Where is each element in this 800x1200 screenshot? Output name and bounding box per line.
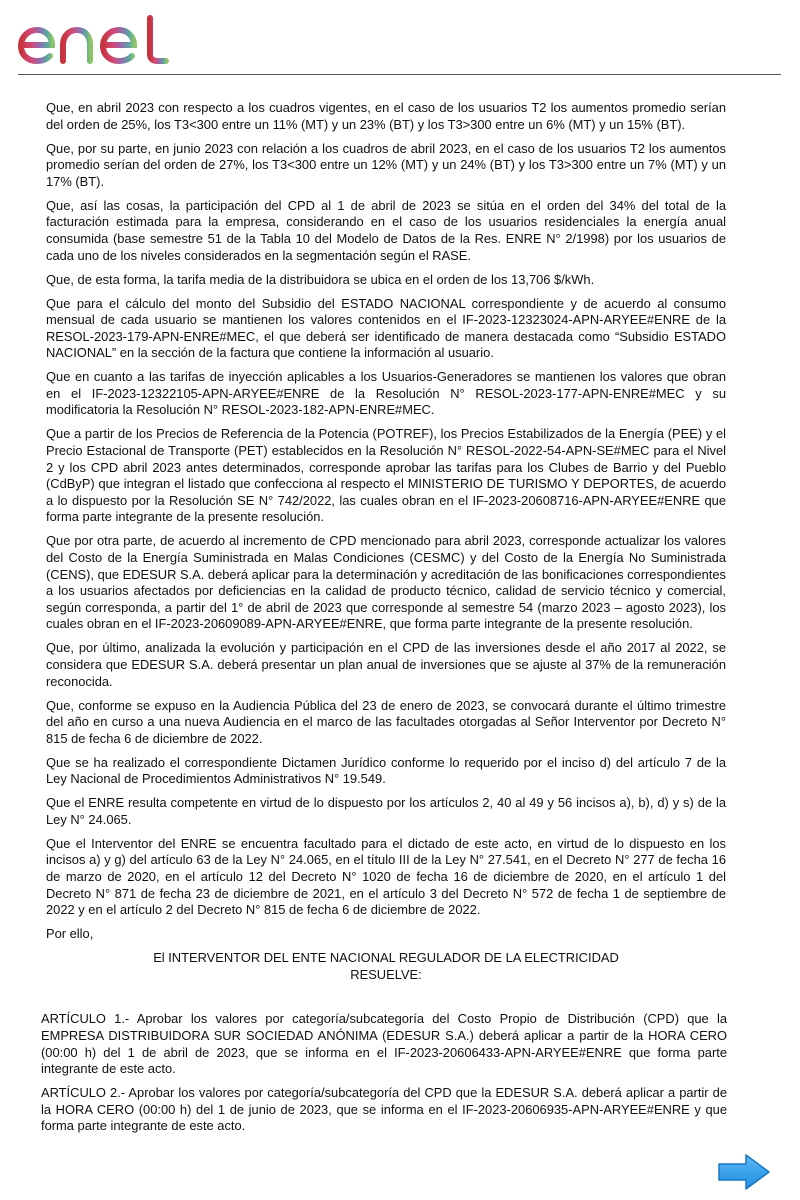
paragraph: Que a partir de los Precios de Referencia de la Potencia (POTREF), los Precios Estabilizados de la Energía (PEE) y el Precio Estacional de Transporte (PET) establecidos en la Resolución N° RESOL-2022-54-APN-SE#MEC para el Nivel 2 y los CPD abril 2023 antes determinados, corresponde aprobar las tarifas para los Clubes de Barrio y del Pueblo (CdByP) que integran el listado que confecciona al respecto el MINISTERIO DE TURISMO Y DEPORTES, de acuerdo a lo dispuesto por la Resolución SE N° 742/2022, las cuales obran en el IF-2023-20608716-APN-ARYEE#ENRE que forma parte integrante de la presente resolución. <box>46 426 726 525</box>
enel-logo <box>16 14 172 68</box>
paragraph: Que, conforme se expuso en la Audiencia Pública del 23 de enero de 2023, se convocará durante el último trimestre del año en curso a una nueva Audiencia en el marco de las facultades otorgadas al Señor Interventor por Decreto N° 815 de fecha 6 de diciembre de 2022. <box>46 697 726 746</box>
paragraph: Que en cuanto a las tarifas de inyección aplicables a los Usuarios-Generadores se mantienen los valores que obran en el IF-2023-12322105-APN-ARYEE#ENRE de la Resolución N° RESOL-2023-177-APN-ENRE#MEC y su modificatoria la Resolución N° RESOL-2023-182-APN-ENRE#MEC. <box>46 369 726 418</box>
resolve-heading: RESUELVE: <box>350 966 422 982</box>
header-divider <box>18 74 781 75</box>
paragraph: Que por otra parte, de acuerdo al incremento de CPD mencionado para abril 2023, corresponde actualizar los valores del Costo de la Energía Suministrada en Malas Condiciones (CESMC) y del Costo de la Energía No Suministrada (CENS), que EDESUR S.A. deberá aplicar para la determinación y acreditación de las bonificaciones correspondientes a los usuarios afectados por deficiencias en la calidad de producto técnico, calidad de servicio técnico y comercial, según corresponda, a partir del 1° de abril de 2023 que corresponde al semestre 54 (marzo 2023 – agosto 2023), los cuales obran en el IF-2023-20609089-APN-ARYEE#ENRE, que forma parte integrante de la presente resolución. <box>46 533 726 632</box>
article-2: ARTÍCULO 2.- Aprobar los valores por categoría/subcategoría del CPD que la EDESUR S.A. deberá aplicar a partir de la HORA CERO (00:00 h) del 1 de junio de 2023, que se informa en el IF-2023-20606935-APN-ARYEE#ENRE y que forma parte integrante de este acto. <box>41 1085 727 1134</box>
paragraph: Que para el cálculo del monto del Subsidio del ESTADO NACIONAL correspondiente y de acuerdo al consumo mensual de cada usuario se mantienen los valores contenidos en el IF-2023-12323024-APN-ARYEE#ENRE de la RESOL-2023-179-APN-ENRE#MEC, el que deberá ser identificado de manera destacada como “Subsidio ESTADO NACIONAL” en la sección de la factura que contiene la información al usuario. <box>46 295 726 361</box>
paragraph: Que se ha realizado el correspondiente Dictamen Jurídico conforme lo requerido por el inciso d) del artículo 7 de la Ley Nacional de Procedimientos Administrativos N° 19.549. <box>46 754 726 787</box>
closing-text: Por ello, <box>46 926 94 942</box>
paragraph: Que el Interventor del ENRE se encuentra facultado para el dictado de este acto, en virtud de lo dispuesto en los incisos a) y g) del artículo 63 de la Ley N° 24.065, en el título III de la Ley N° 27.541, en el Decreto N° 277 de fecha 16 de marzo de 2020, en el artículo 12 del Decreto N° 1020 de fecha 16 de diciembre de 2020, en el artículo 1 del Decreto N° 871 de fecha 23 de diciembre de 2021, en el artículo 3 del Decreto N° 572 de fecha 1 de septiembre de 2022 y en el artículo 2 del Decreto N° 815 de fecha 6 de diciembre de 2022. <box>46 835 726 918</box>
paragraph: Que, de esta forma, la tarifa media de la distribuidora se ubica en el orden de los 13,706 $/kWh. <box>46 271 595 287</box>
resolution-heading: El INTERVENTOR DEL ENTE NACIONAL REGULADOR DE LA ELECTRICIDAD <box>153 950 619 966</box>
paragraph: Que el ENRE resulta competente en virtud de lo dispuesto por los artículos 2, 40 al 49 y 56 incisos a), b), d) y s) de la Ley N° 24.065. <box>46 795 726 827</box>
paragraph: Que, así las cosas, la participación del CPD al 1 de abril de 2023 se sitúa en el orden del 34% del total de la facturación estimada para la empresa, considerando en el caso de los usuarios residenciales la energía anual consumida (base semestre 51 de la Tabla 10 del Modelo de Datos de la Res. ENRE N° 2/1998) por los usuarios de cada uno de los niveles considerados en la segmentación según el RASE. <box>46 197 726 263</box>
paragraph: Que, por último, analizada la evolución y participación en el CPD de las inversiones desde el año 2017 al 2022, se considera que EDESUR S.A. deberá presentar un plan anual de inversiones que se ajuste al 37% de la remuneración reconocida. <box>46 640 726 689</box>
article-1: ARTÍCULO 1.- Aprobar los valores por categoría/subcategoría del Costo Propio de Distribución (CPD) que la EMPRESA DISTRIBUIDORA SUR SOCIEDAD ANÓNIMA (EDESUR S.A.) deberá aplicar a partir de la HORA CERO (00:00 h) del 1 de abril de 2023, que se informa en el IF-2023-20606433-APN-ARYEE#ENRE que forma parte integrante de este acto. <box>41 1011 727 1077</box>
next-page-arrow-icon[interactable] <box>716 1152 772 1192</box>
document-body <box>41 100 727 1142</box>
paragraph: Que, por su parte, en junio 2023 con relación a los cuadros de abril 2023, en el caso de los usuarios T2 los aumentos promedio serían del orden de 27%, los T3<300 entre un 12% (MT) y un 24% (BT) y los T3>300 entre un 7% (MT) y un 17% (BT). <box>46 140 726 189</box>
paragraph: Que, en abril 2023 con respecto a los cuadros vigentes, en el caso de los usuarios T2 los aumentos promedio serían del orden de 25%, los T3<300 entre un 11% (MT) y un 23% (BT) y los T3>300 entre un 6% (MT) y un 15% (BT). <box>46 100 726 132</box>
